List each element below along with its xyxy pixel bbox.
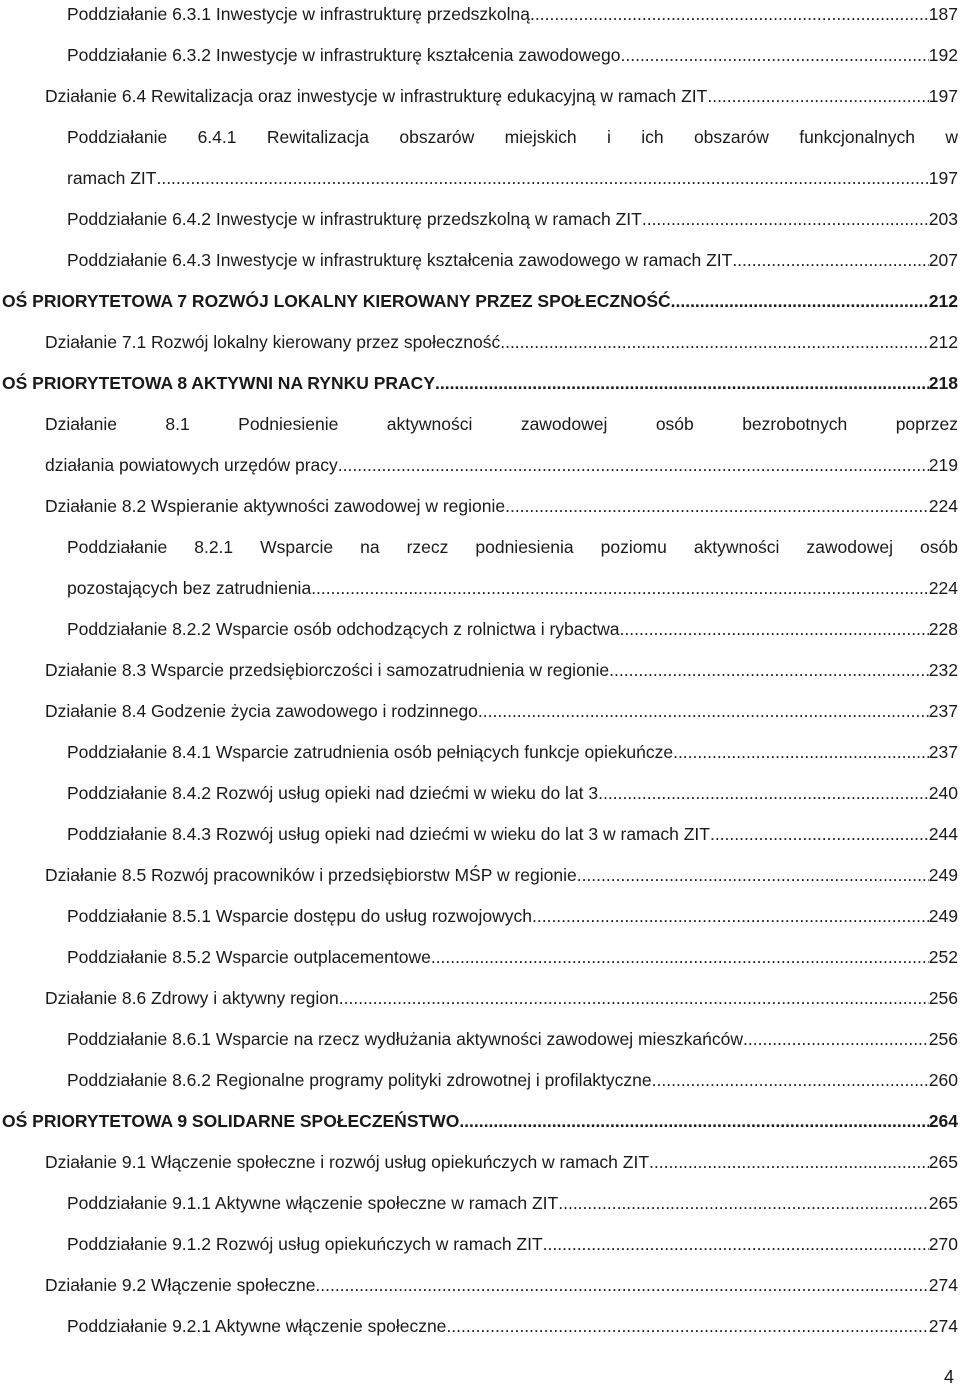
toc-entry-title: Poddziałanie 6.4.2 Inwestycje w infrastrukturę przedszkolną w ramach ZIT xyxy=(67,209,642,229)
toc-entry-page: 274 xyxy=(928,1275,958,1295)
dot-leader xyxy=(530,3,929,25)
toc-entry-page: 212 xyxy=(928,291,958,311)
toc-entry-page: 203 xyxy=(928,209,958,229)
dot-leader xyxy=(620,618,929,640)
dot-leader xyxy=(649,1151,929,1173)
toc-entry[interactable] xyxy=(0,946,958,968)
toc-entry-page: 224 xyxy=(928,578,958,598)
toc-entry-title: Działanie 6.4 Rewitalizacja oraz inwestycje w infrastrukturę edukacyjną w ramach ZIT xyxy=(45,86,708,106)
toc-entry[interactable] xyxy=(0,249,958,271)
toc-entry[interactable] xyxy=(0,331,958,353)
dot-leader xyxy=(435,372,929,394)
dot-leader xyxy=(743,1028,929,1050)
toc-entry[interactable] xyxy=(0,1069,958,1091)
toc-entry-page: 218 xyxy=(928,373,958,393)
dot-leader xyxy=(671,290,929,312)
toc-entry[interactable] xyxy=(0,823,958,845)
toc-entry-page: 249 xyxy=(928,865,958,885)
toc-entry-title: Działanie 8.4 Godzenie życia zawodowego i rodzinnego xyxy=(45,701,478,721)
toc-entry-page: 256 xyxy=(928,1029,958,1049)
toc-entry[interactable] xyxy=(0,208,958,230)
toc-entry[interactable] xyxy=(0,1274,958,1296)
toc-entry-title: Działanie 7.1 Rozwój lokalny kierowany przez społeczność xyxy=(45,332,501,352)
dot-leader xyxy=(621,44,929,66)
toc-entry[interactable] xyxy=(0,495,958,517)
dot-leader xyxy=(652,1069,929,1091)
dot-leader xyxy=(532,905,929,927)
toc-entry-page: 237 xyxy=(928,742,958,762)
dot-leader xyxy=(156,167,928,189)
dot-leader xyxy=(459,1110,928,1132)
toc-entry-page: 197 xyxy=(928,168,958,188)
toc-entry[interactable] xyxy=(0,126,958,188)
toc-entry-page: 252 xyxy=(928,947,958,967)
page-number: 4 xyxy=(943,1367,954,1387)
toc-entry[interactable] xyxy=(0,536,958,598)
toc-entry-title: OŚ PRIORYTETOWA 7 ROZWÓJ LOKALNY KIEROWANY PRZEZ SPOŁECZNOŚĆ xyxy=(2,291,671,311)
toc-entry-title: Poddziałanie 9.2.1 Aktywne włączenie społeczne xyxy=(67,1316,447,1336)
toc-entry[interactable] xyxy=(0,413,958,475)
toc-entry[interactable] xyxy=(0,372,958,394)
toc-entry-page: 197 xyxy=(928,86,958,106)
toc-entry-title: działania powiatowych urzędów pracy xyxy=(45,455,338,475)
toc-entry-title: Poddziałanie 6.3.1 Inwestycje w infrastrukturę przedszkolną xyxy=(67,4,531,24)
dot-leader xyxy=(446,1315,928,1337)
dot-leader xyxy=(642,208,929,230)
dot-leader xyxy=(315,1274,928,1296)
toc-entry-page: 265 xyxy=(928,1152,958,1172)
toc-entry[interactable] xyxy=(0,3,958,25)
toc-entry-title: Poddziałanie 9.1.2 Rozwój usług opiekuńczych w ramach ZIT xyxy=(67,1234,543,1254)
toc-entry[interactable] xyxy=(0,1110,958,1132)
toc-entry-title: Poddziałanie 8.5.2 Wsparcie outplacementowe xyxy=(67,947,431,967)
toc-entry[interactable] xyxy=(0,782,958,804)
toc-entry[interactable] xyxy=(0,700,958,722)
toc-entry-title: Poddziałanie 8.4.1 Wsparcie zatrudnienia osób pełniących funkcje opiekuńcze xyxy=(67,742,674,762)
dot-leader xyxy=(339,987,929,1009)
toc-entry-title: Poddziałanie 8.4.3 Rozwój usług opieki nad dziećmi w wieku do lat 3 w ramach ZIT xyxy=(67,824,710,844)
toc-entry[interactable] xyxy=(0,1315,958,1337)
toc-entry[interactable] xyxy=(0,44,958,66)
toc-entry[interactable] xyxy=(0,1192,958,1214)
dot-leader xyxy=(707,85,928,107)
toc-entry-title: Działanie 8.2 Wspieranie aktywności zawodowej w regionie xyxy=(45,496,506,516)
toc-entry-title: Poddziałanie 9.1.1 Aktywne włączenie społeczne w ramach ZIT xyxy=(67,1193,559,1213)
toc-entry[interactable] xyxy=(0,905,958,927)
dot-leader xyxy=(543,1233,929,1255)
toc-entry-page: 237 xyxy=(928,701,958,721)
toc-entry[interactable] xyxy=(0,85,958,107)
dot-leader xyxy=(431,946,929,968)
dot-leader xyxy=(732,249,928,271)
toc-entry-title: Działanie 8.3 Wsparcie przedsiębiorczości i samozatrudnienia w regionie xyxy=(45,660,610,680)
toc-entry-page: 192 xyxy=(928,45,958,65)
toc-entry-page: 207 xyxy=(928,250,958,270)
toc-entry[interactable] xyxy=(0,1151,958,1173)
toc-entry[interactable] xyxy=(0,741,958,763)
toc-entry[interactable] xyxy=(0,864,958,886)
toc-entry-title: pozostających bez zatrudnienia xyxy=(67,578,312,598)
toc-entry-page: 232 xyxy=(928,660,958,680)
dot-leader xyxy=(505,495,929,517)
toc-entry-title: Działanie 8.6 Zdrowy i aktywny region xyxy=(45,988,339,1008)
toc-entry-title: ramach ZIT xyxy=(67,168,157,188)
toc-entry-title-line: Działanie 8.1 Podniesienie aktywności zawodowej osób bezrobotnych poprzez xyxy=(45,414,958,434)
toc-entry-page: 274 xyxy=(928,1316,958,1336)
dot-leader xyxy=(500,331,929,353)
toc-entry[interactable] xyxy=(0,659,958,681)
toc-entry-page: 264 xyxy=(928,1111,958,1131)
toc-entry[interactable] xyxy=(0,618,958,640)
toc-entry[interactable] xyxy=(0,290,958,312)
dot-leader xyxy=(338,454,929,476)
toc-entry-title-line: Poddziałanie 8.2.1 Wsparcie na rzecz podniesienia poziomu aktywności zawodowej osób xyxy=(67,537,958,557)
toc-entry[interactable] xyxy=(0,1028,958,1050)
dot-leader xyxy=(673,741,929,763)
dot-leader xyxy=(558,1192,929,1214)
dot-leader xyxy=(710,823,929,845)
toc-entry-page: 260 xyxy=(928,1070,958,1090)
dot-leader xyxy=(598,782,929,804)
toc-entry-page: 256 xyxy=(928,988,958,1008)
toc-entry-title: Poddziałanie 8.6.1 Wsparcie na rzecz wydłużania aktywności zawodowej mieszkańców xyxy=(67,1029,744,1049)
toc-entry-page: 219 xyxy=(928,455,958,475)
toc-entry-title: Poddziałanie 8.5.1 Wsparcie dostępu do usług rozwojowych xyxy=(67,906,532,926)
toc-entry-page: 270 xyxy=(928,1234,958,1254)
toc-entry-title: Poddziałanie 6.3.2 Inwestycje w infrastrukturę kształcenia zawodowego xyxy=(67,45,621,65)
toc-entry-title: OŚ PRIORYTETOWA 9 SOLIDARNE SPOŁECZEŃSTWO xyxy=(2,1111,460,1131)
toc-entry-title: Poddziałanie 8.2.2 Wsparcie osób odchodzących z rolnictwa i rybactwa xyxy=(67,619,620,639)
toc-entry-title: Poddziałanie 8.6.2 Regionalne programy polityki zdrowotnej i profilaktyczne xyxy=(67,1070,652,1090)
toc-entry-title: OŚ PRIORYTETOWA 8 AKTYWNI NA RYNKU PRACY xyxy=(2,373,435,393)
toc-entry-title: Poddziałanie 6.4.3 Inwestycje w infrastrukturę kształcenia zawodowego w ramach ZIT xyxy=(67,250,733,270)
toc-entry-page: 244 xyxy=(928,824,958,844)
toc-entry[interactable] xyxy=(0,987,958,1009)
toc-entry-page: 228 xyxy=(928,619,958,639)
toc-entry[interactable] xyxy=(0,1233,958,1255)
toc-entry-page: 240 xyxy=(928,783,958,803)
toc-entry-title: Działanie 9.1 Włączenie społeczne i rozwój usług opiekuńczych w ramach ZIT xyxy=(45,1152,650,1172)
toc-entry-title: Działanie 8.5 Rozwój pracowników i przedsiębiorstw MŚP w regionie xyxy=(45,865,577,885)
dot-leader xyxy=(609,659,929,681)
toc-entry-page: 249 xyxy=(928,906,958,926)
dot-leader xyxy=(478,700,929,722)
dot-leader xyxy=(311,577,929,599)
toc-entry-page: 212 xyxy=(928,332,958,352)
toc-entry-page: 265 xyxy=(928,1193,958,1213)
dot-leader xyxy=(577,864,929,886)
toc-entry-page: 187 xyxy=(928,4,958,24)
toc-entry-page: 224 xyxy=(928,496,958,516)
toc-entry-title: Działanie 9.2 Włączenie społeczne xyxy=(45,1275,316,1295)
toc-entry-title: Poddziałanie 8.4.2 Rozwój usług opieki nad dziećmi w wieku do lat 3 xyxy=(67,783,599,803)
toc-entry-title-line: Poddziałanie 6.4.1 Rewitalizacja obszarów miejskich i ich obszarów funkcjonalnych w xyxy=(67,127,958,147)
